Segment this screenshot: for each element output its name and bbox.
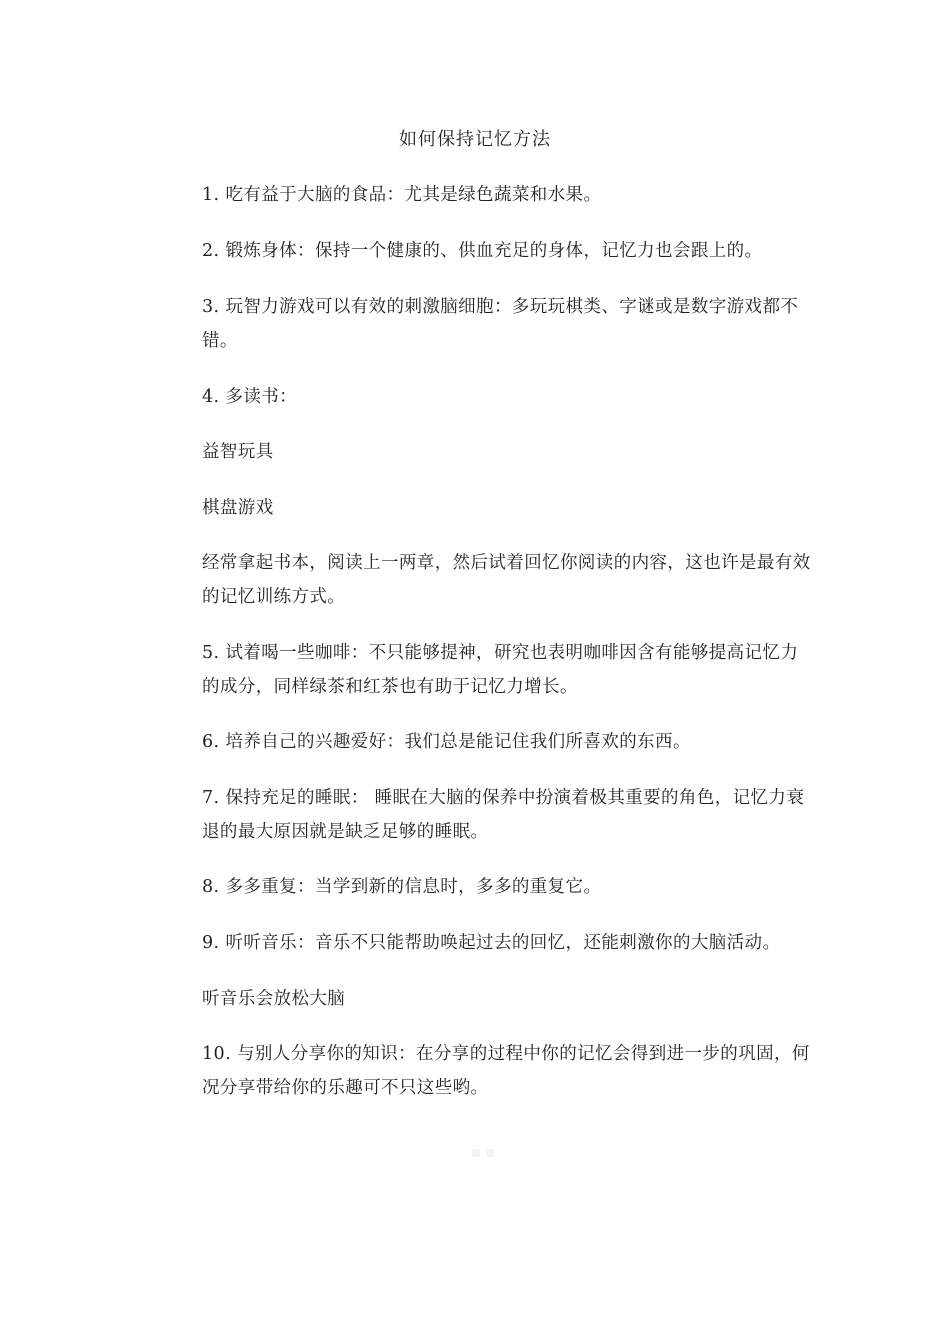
document-title: 如何保持记忆方法 <box>399 129 551 150</box>
paragraph-music: 听音乐会放松大脑 <box>202 989 346 1009</box>
paragraph-1: 1. 吃有益于大脑的食品：尤其是绿色蔬菜和水果。 <box>202 185 602 205</box>
paragraph-board-games: 棋盘游戏 <box>202 498 274 518</box>
paragraph-10: 10. 与别人分享你的知识：在分享的过程中你的记忆会得到进一步的巩固，何况分享带给你的乐趣可不只这些哟。 <box>202 1044 810 1098</box>
paragraph-2: 2. 锻炼身体：保持一个健康的、供血充足的身体，记忆力也会跟上的。 <box>202 241 763 261</box>
paragraph-reading: 经常拿起书本，阅读上一两章，然后试着回忆你阅读的内容，这也许是最有效的记忆训练方式。 <box>202 553 811 607</box>
paragraph-9: 9. 听听音乐：音乐不只能帮助唤起过去的回忆，还能刺激你的大脑活动。 <box>202 933 781 953</box>
faint-watermark <box>472 1142 512 1158</box>
paragraph-5: 5. 试着喝一些咖啡：不只能够提神，研究也表明咖啡因含有能够提高记忆力的成分，同样绿茶和红茶也有助于记忆力增长。 <box>202 643 799 697</box>
paragraph-toys: 益智玩具 <box>202 442 274 462</box>
paragraph-6: 6. 培养自己的兴趣爱好：我们总是能记住我们所喜欢的东西。 <box>202 732 691 752</box>
paragraph-7: 7. 保持充足的睡眠： 睡眠在大脑的保养中扮演着极其重要的角色，记忆力衰退的最大原因就是缺乏足够的睡眠。 <box>202 788 805 842</box>
paragraph-4: 4. 多读书： <box>202 387 298 407</box>
paragraph-8: 8. 多多重复：当学到新的信息时，多多的重复它。 <box>202 877 602 897</box>
paragraph-3: 3. 玩智力游戏可以有效的刺激脑细胞：多玩玩棋类、字谜或是数字游戏都不错。 <box>202 297 799 351</box>
